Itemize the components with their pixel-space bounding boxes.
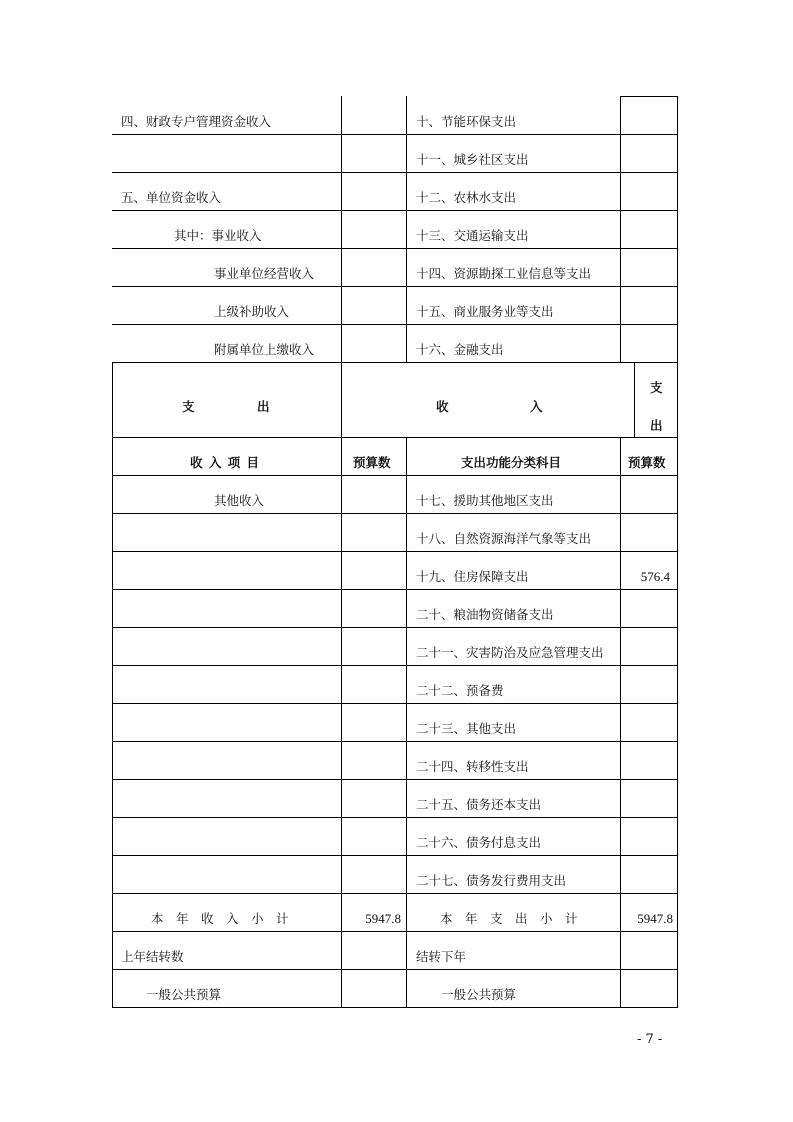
row-divider: [112, 741, 678, 742]
right-border: [677, 96, 678, 1007]
row-divider: [112, 779, 678, 780]
row-divider: [112, 969, 678, 970]
row-divider: [112, 703, 678, 704]
income-item: 附属单位上缴收入: [214, 342, 315, 357]
row-divider: [112, 627, 678, 628]
expense-item: 二十二、预备费: [416, 683, 504, 698]
expense-item: 十二、农林水支出: [416, 190, 517, 205]
income-item: 五、单位资金收入: [121, 190, 222, 205]
col-divider-3: [620, 437, 621, 1007]
income-item: 上级补助收入: [214, 304, 290, 319]
row-divider: [112, 437, 678, 438]
row-divider: [112, 362, 678, 363]
general-budget-right: 一般公共预算: [441, 987, 517, 1002]
expense-item: 十四、资源勘探工业信息等支出: [416, 266, 592, 281]
header-group-income-a: 收: [436, 399, 449, 414]
expense-item: 二十、粮油物资储备支出: [416, 607, 554, 622]
general-budget-left: 一般公共预算: [146, 987, 222, 1002]
header-group-income-b: 入: [530, 399, 543, 414]
expense-item: 十三、交通运输支出: [416, 228, 529, 243]
expense-item: 二十七、债务发行费用支出: [416, 873, 567, 888]
expense-item: 十六、金融支出: [416, 342, 504, 357]
expense-item: 二十一、灾害防治及应急管理支出: [416, 645, 604, 660]
income-item: 其中：事业收入: [174, 228, 262, 243]
row-divider: [112, 893, 678, 894]
bottom-border: [112, 1007, 678, 1008]
top-border-right: [620, 96, 678, 97]
header-group-expense-right-a: 支: [650, 380, 663, 395]
expense-item: 十九、住房保障支出: [416, 569, 529, 584]
row-divider: [112, 210, 678, 211]
expense-item: 十五、商业服务业等支出: [416, 304, 554, 319]
row-divider: [112, 286, 678, 287]
row-divider: [112, 817, 678, 818]
header-income-item: 收 入 项 目: [190, 455, 261, 470]
header-budget-amount-left: 预算数: [353, 455, 391, 470]
row-divider: [112, 475, 678, 476]
header-function-category: 支出功能分类科目: [461, 455, 562, 470]
col-divider-1: [341, 96, 342, 362]
col-divider-3: [620, 96, 621, 362]
expense-item: 十八、自然资源海洋气象等支出: [416, 531, 592, 546]
expense-item: 二十六、债务付息支出: [416, 835, 542, 850]
col-divider-1: [341, 362, 342, 1007]
expense-item: 二十四、转移性支出: [416, 759, 529, 774]
row-divider: [112, 589, 678, 590]
expense-item: 十一、城乡社区支出: [416, 152, 529, 167]
row-divider: [112, 513, 678, 514]
col-divider-2: [406, 437, 407, 1007]
header-group-expense: 支 出: [182, 399, 270, 414]
expense-subtotal-value: 5947.8: [637, 911, 673, 926]
row-divider: [112, 931, 678, 932]
expense-item: 十、节能环保支出: [416, 114, 517, 129]
row-divider: [112, 248, 678, 249]
row-divider: [112, 855, 678, 856]
carry-in-label: 上年结转数: [121, 949, 184, 964]
income-item: 事业单位经营收入: [214, 266, 315, 281]
col-divider-3-header: [634, 362, 635, 437]
col-divider-2: [406, 96, 407, 362]
expense-subtotal-label: 本 年 支 出 小 计: [440, 911, 578, 926]
income-item: 其他收入: [214, 493, 265, 508]
row-divider: [112, 172, 678, 173]
expense-item: 二十三、其他支出: [416, 721, 517, 736]
row-divider: [112, 551, 678, 552]
row-divider: [112, 324, 678, 325]
income-subtotal-value: 5947.8: [365, 911, 401, 926]
income-subtotal-label: 本 年 收 入 小 计: [151, 911, 289, 926]
expense-amount: 576.4: [640, 569, 670, 584]
income-item: 四、财政专户管理资金收入: [121, 114, 272, 129]
header-group-expense-right-b: 出: [650, 418, 663, 433]
header-budget-amount-right: 预算数: [628, 455, 666, 470]
expense-item: 二十五、债务还本支出: [416, 797, 542, 812]
page-number: - 7 -: [637, 1032, 663, 1047]
expense-item: 十七、援助其他地区支出: [416, 493, 554, 508]
left-border: [112, 362, 113, 1007]
row-divider: [112, 134, 678, 135]
carry-out-label: 结转下年: [416, 949, 467, 964]
row-divider: [112, 665, 678, 666]
